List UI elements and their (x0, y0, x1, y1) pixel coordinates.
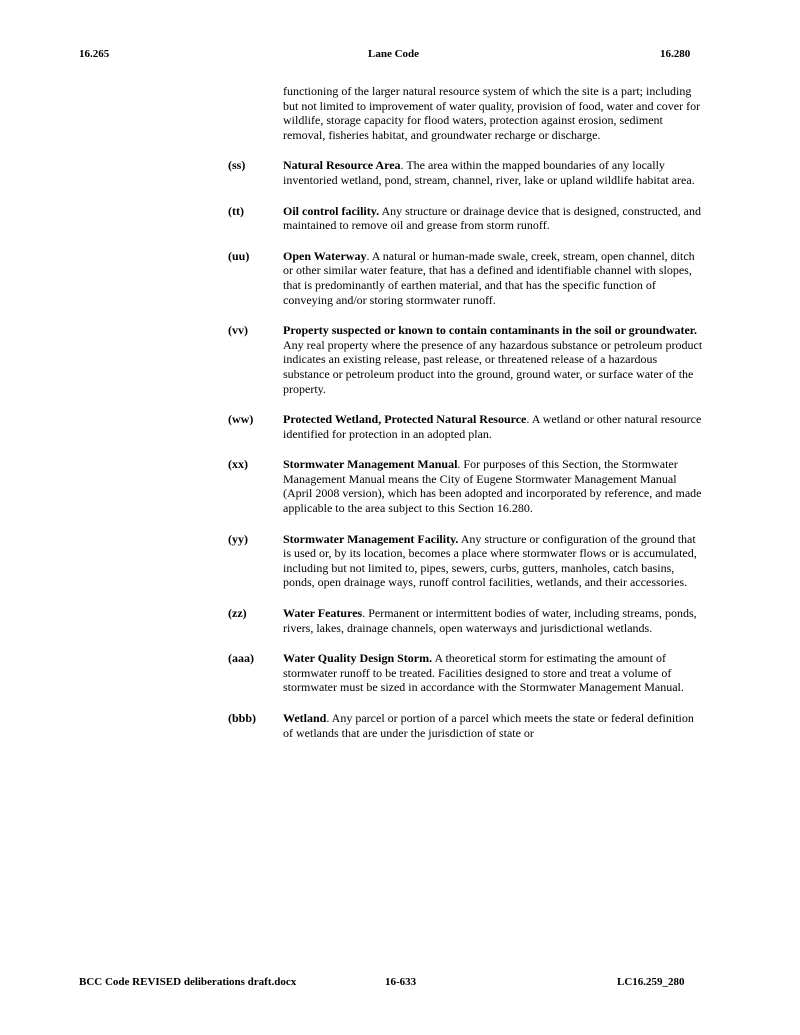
definition-term: Open Waterway (283, 248, 367, 263)
header-title: Lane Code (368, 48, 420, 60)
definition-label: (aaa) (228, 651, 254, 666)
definition-text: . Permanent or intermittent bodies of water, including streams, ponds, rivers, lakes, drainage channels, open waterways and jurisdictional wetlands. (283, 606, 697, 635)
definition-body (283, 606, 706, 635)
definition-label: (xx) (228, 457, 248, 472)
definition-text: Any real property where the presence of any hazardous substance or petroleum product indicates an existing release, past release, or threatened release of a hazardous substance or petroleum product into the ground, ground water, or surface water of the property. (283, 337, 703, 396)
header-section-end: 16.280 (660, 48, 691, 60)
definition-text: . A natural or human-made swale, creek, stream, open channel, ditch or other similar water feature, that has a defined and identifiable channel with slopes, that is predominantly of earthen material, and that has the specific function of conveying and/or storing stormwater runoff. (283, 248, 695, 307)
definition-label: (ss) (228, 158, 246, 173)
definition-label: (ww) (228, 412, 254, 427)
definition-term: Water Quality Design Storm. (283, 651, 433, 666)
definitions-list (228, 158, 706, 740)
definition-term: Wetland (283, 711, 327, 725)
definition-text: . A wetland or other natural resource identified for protection in an adopted plan. (283, 412, 702, 441)
definition-item (228, 606, 706, 635)
definition-body (283, 249, 706, 307)
definition-item (228, 532, 706, 590)
definition-label: (vv) (228, 323, 248, 338)
definition-body (283, 412, 706, 441)
definition-label: (yy) (228, 531, 248, 546)
definition-text: . For purposes of this Section, the Stormwater Management Manual means the City of Eugene Stormwater Management Manual (April 2008 version), which has been adopted and incorporated by reference, and made applicable to the area subject to this Section 16.280. (283, 457, 702, 516)
definition-text: A theoretical storm for estimating the amount of stormwater runoff to be treated. Facilities designed to store and treat a volume of stormwater must be sized in accordance with the Stormwater Management Manual. (283, 651, 684, 695)
footer-code-ref: LC16.259_280 (617, 976, 685, 988)
definition-body (283, 532, 706, 590)
definition-body (283, 323, 706, 396)
definition-item (228, 412, 706, 441)
definition-label: (uu) (228, 248, 250, 263)
definition-body (283, 204, 706, 233)
definition-label: (zz) (228, 606, 247, 621)
definition-text: . The area within the mapped boundaries of any locally inventoried wetland, pond, stream, channel, river, lake or upland wildlife habitat area. (283, 158, 695, 187)
definition-label: (bbb) (228, 711, 257, 725)
definition-text: Any structure or configuration of the ground that is used or, by its location, becomes a place where stormwater flows or is accumulated, including but not limited to, pipes, sewers, curbs, gutters, manholes, catch basins, ponds, open drainage ways, runoff control facilities, wetlands, and their accessories. (283, 531, 697, 590)
definition-item (228, 158, 706, 187)
definition-item (228, 323, 706, 396)
definition-item (228, 249, 706, 307)
footer-filename: BCC Code REVISED deliberations draft.docx (79, 976, 297, 988)
definition-term: Stormwater Management Manual (283, 457, 458, 472)
definition-text: . Any parcel or portion of a parcel which meets the state or federal definition of wetlands that are under the jurisdiction of state or (283, 711, 694, 740)
intro-paragraph: functioning of the larger natural resource system of which the site is a part; including but not limited to improvement of water quality, provision of food, water and cover for wildlife, storage capacity for flood waters, protection against erosion, sediment removal, fisheries habitat, and groundwater recharge or discharge. (283, 84, 701, 142)
definition-term: Stormwater Management Facility. (283, 531, 459, 546)
footer-page-number: 16-633 (385, 976, 417, 988)
definition-label: (tt) (228, 203, 244, 218)
definition-item (228, 711, 706, 740)
definition-body (283, 651, 706, 695)
definition-term: Property suspected or known to contain contaminants in the soil or groundwater. (283, 323, 698, 338)
page-body (228, 84, 706, 740)
definition-term: Protected Wetland, Protected Natural Resource (283, 412, 527, 427)
definition-item (228, 651, 706, 695)
definition-term: Oil control facility. (283, 203, 380, 218)
definition-body (283, 158, 706, 187)
header-section-start: 16.265 (79, 48, 110, 60)
definition-item (228, 204, 706, 233)
definition-body (283, 457, 706, 515)
definition-text: Any structure or drainage device that is designed, constructed, and maintained to remove oil and grease from storm runoff. (283, 203, 702, 233)
definition-body (283, 711, 706, 740)
definition-term: Natural Resource Area (283, 158, 401, 173)
definition-term: Water Features (283, 606, 363, 621)
definition-item (228, 457, 706, 515)
